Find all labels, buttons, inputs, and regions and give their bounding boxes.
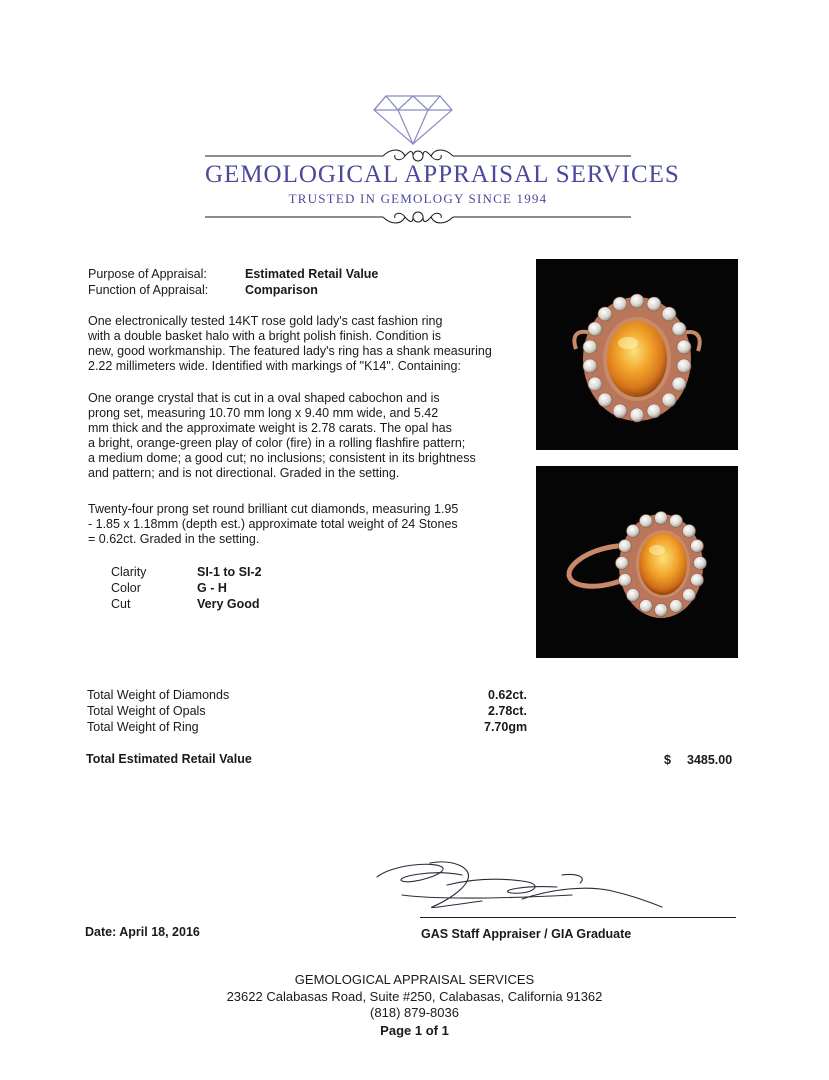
- ring-photo-side: [536, 466, 738, 658]
- footer-company: GEMOLOGICAL APPRAISAL SERVICES: [294, 972, 535, 987]
- color-value: G - H: [197, 581, 227, 595]
- retail-value-label: Total Estimated Retail Value: [86, 752, 252, 766]
- purpose-value: Estimated Retail Value: [245, 267, 379, 281]
- header-ornament-bottom: [205, 205, 631, 229]
- retail-value-amount: 3485.00: [687, 753, 733, 767]
- ring-top-illustration: [536, 259, 738, 450]
- appraisal-date: Date: April 18, 2016: [85, 925, 200, 939]
- purpose-label: Purpose of Appraisal:: [88, 267, 207, 281]
- clarity-value: SI-1 to SI-2: [197, 565, 262, 579]
- footer-phone: (818) 879-8036: [370, 1005, 459, 1020]
- company-tagline: TRUSTED IN GEMOLOGY SINCE 1994: [288, 191, 548, 206]
- appraiser-signature: [372, 855, 672, 920]
- total-diamonds-label: Total Weight of Diamonds: [87, 688, 230, 702]
- total-ring-label: Total Weight of Ring: [87, 720, 199, 734]
- signature-line: [420, 917, 736, 918]
- cut-label: Cut: [111, 597, 131, 611]
- function-value: Comparison: [245, 283, 318, 297]
- diamond-description: Twenty-four prong set round brilliant cut diamonds, measuring 1.95 - 1.85 x 1.18mm (depth est.) approximate total weight of 24 Stones = 0.62ct. Graded in the setting.: [88, 502, 459, 546]
- clarity-label: Clarity: [111, 565, 147, 579]
- footer-address: 23622 Calabasas Road, Suite #250, Calabasas, California 91362: [226, 989, 603, 1004]
- ring-side-illustration: [536, 466, 738, 658]
- opal-description: One orange crystal that is cut in a oval shaped cabochon and is prong set, measuring 10.70 mm long x 9.40 mm wide, and 5.42 mm thick and the approximate weight is 2.78 carats. The opal has a bright, orange-green play of color (fire) in a rolling flashfire pattern; a medium dome; a good cut; no inclusions; consistent in its brightness and pattern; and is not directional. Graded in the setting.: [88, 391, 476, 480]
- ring-photo-top: [536, 259, 738, 450]
- total-ring-value: 7.70gm: [484, 720, 528, 734]
- total-opals-value: 2.78ct.: [488, 704, 527, 718]
- function-label: Function of Appraisal:: [88, 283, 209, 297]
- page-number: Page 1 of 1: [380, 1023, 449, 1038]
- currency-symbol: $: [664, 753, 671, 767]
- cut-value: Very Good: [197, 597, 260, 611]
- ring-description: One electronically tested 14KT rose gold lady's cast fashion ring with a double basket halo with a bright polish finish. Condition is new, good workmanship. The featured lady's ring has a shank measuring 2.22 millimeters wide. Identified with markings of "K14". Containing:: [88, 314, 492, 373]
- diamond-icon: [372, 88, 454, 146]
- total-diamonds-value: 0.62ct.: [488, 688, 527, 702]
- color-label: Color: [111, 581, 141, 595]
- total-opals-label: Total Weight of Opals: [87, 704, 206, 718]
- company-name: GEMOLOGICAL APPRAISAL SERVICES: [205, 161, 680, 188]
- appraiser-title: GAS Staff Appraiser / GIA Graduate: [421, 927, 632, 941]
